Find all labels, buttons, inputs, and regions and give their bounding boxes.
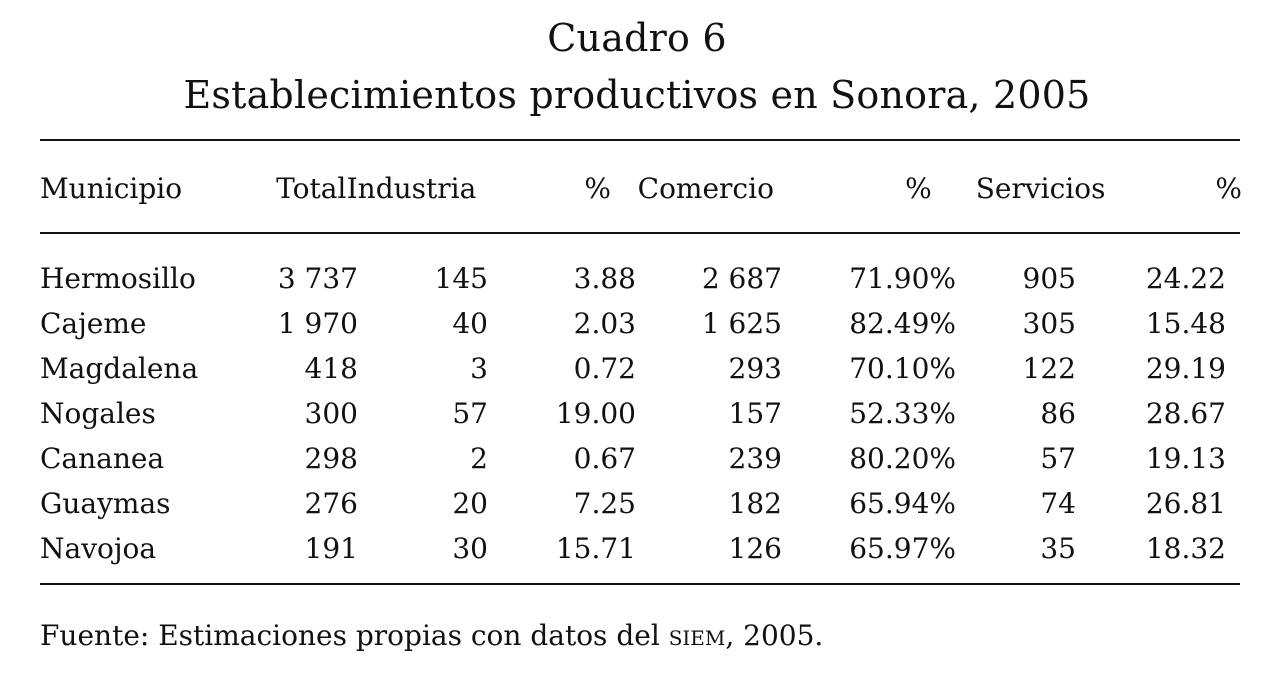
cell-comercio: 182 xyxy=(728,487,782,520)
header-servicios: Servicios xyxy=(975,172,1106,205)
cell-comercio-percent: 65.97% xyxy=(849,532,956,565)
cell-total: 300 xyxy=(304,397,358,430)
header-servicios-percent: % xyxy=(1215,172,1242,205)
table-row xyxy=(40,526,1226,571)
cell-municipio: Nogales xyxy=(40,397,156,430)
cell-comercio-percent: 70.10% xyxy=(849,352,956,385)
table-row xyxy=(40,481,1226,526)
cell-total: 191 xyxy=(304,532,358,565)
table-row xyxy=(40,436,1226,481)
table-caption-title: Establecimientos productivos en Sonora, 2005 xyxy=(183,73,1091,117)
cell-municipio: Hermosillo xyxy=(40,262,196,295)
source-year: , 2005. xyxy=(725,619,824,652)
cell-servicios-percent: 28.67 xyxy=(1145,397,1226,430)
cell-industria-percent: 3.88 xyxy=(573,262,636,295)
cell-comercio-percent: 82.49% xyxy=(849,307,956,340)
table-caption-number: Cuadro 6 xyxy=(547,16,727,60)
cell-municipio: Magdalena xyxy=(40,352,199,385)
cell-industria: 3 xyxy=(470,352,488,385)
cell-total: 276 xyxy=(304,487,358,520)
cell-total: 298 xyxy=(304,442,358,475)
cell-servicios-percent: 18.32 xyxy=(1145,532,1226,565)
header-row xyxy=(40,168,1274,210)
cell-servicios: 905 xyxy=(1022,262,1076,295)
top-rule xyxy=(40,139,1240,141)
cell-industria: 2 xyxy=(470,442,488,475)
cell-servicios-percent: 15.48 xyxy=(1145,307,1226,340)
cell-servicios: 122 xyxy=(1022,352,1076,385)
cell-servicios: 305 xyxy=(1022,307,1076,340)
header-industria-percent: % xyxy=(584,172,611,205)
cell-municipio: Cananea xyxy=(40,442,165,475)
cell-comercio: 2 687 xyxy=(701,262,782,295)
cell-comercio: 126 xyxy=(728,532,782,565)
cell-comercio-percent: 52.33% xyxy=(849,397,956,430)
cell-industria-percent: 15.71 xyxy=(555,532,636,565)
cell-total: 3 737 xyxy=(277,262,358,295)
cell-servicios: 35 xyxy=(1040,532,1076,565)
cell-industria-percent: 19.00 xyxy=(555,397,636,430)
cell-comercio: 1 625 xyxy=(701,307,782,340)
table-row xyxy=(40,346,1226,391)
cell-servicios-percent: 29.19 xyxy=(1145,352,1226,385)
cell-comercio-percent: 65.94% xyxy=(849,487,956,520)
cell-industria-percent: 7.25 xyxy=(573,487,636,520)
header-municipio: Municipio xyxy=(40,172,183,205)
table-header xyxy=(40,168,1274,210)
cell-industria-percent: 2.03 xyxy=(573,307,636,340)
cell-comercio: 239 xyxy=(728,442,782,475)
source-text: Fuente: Estimaciones propias con datos del xyxy=(40,619,669,652)
source-note xyxy=(40,616,823,656)
table-body xyxy=(40,256,1226,571)
header-comercio: Comercio xyxy=(637,172,774,205)
cell-comercio-percent: 71.90% xyxy=(849,262,956,295)
cell-industria: 57 xyxy=(452,397,488,430)
cell-industria: 20 xyxy=(452,487,488,520)
cell-servicios-percent: 26.81 xyxy=(1145,487,1226,520)
table-row xyxy=(40,256,1226,301)
cell-comercio: 293 xyxy=(728,352,782,385)
source-abbreviation: siem xyxy=(668,619,726,652)
cell-industria-percent: 0.72 xyxy=(573,352,636,385)
cell-municipio: Guaymas xyxy=(40,487,171,520)
cell-total: 1 970 xyxy=(277,307,358,340)
header-total: Total xyxy=(276,172,347,205)
header-rule xyxy=(40,232,1240,234)
cell-servicios-percent: 19.13 xyxy=(1145,442,1226,475)
table-row xyxy=(40,391,1226,436)
cell-servicios: 57 xyxy=(1040,442,1076,475)
cell-industria: 30 xyxy=(452,532,488,565)
header-comercio-percent: % xyxy=(905,172,932,205)
cell-servicios-percent: 24.22 xyxy=(1145,262,1226,295)
cell-industria: 145 xyxy=(434,262,488,295)
table-row xyxy=(40,301,1226,346)
cell-municipio: Cajeme xyxy=(40,307,147,340)
cell-industria: 40 xyxy=(452,307,488,340)
cell-servicios: 74 xyxy=(1040,487,1076,520)
cell-comercio-percent: 80.20% xyxy=(849,442,956,475)
cell-servicios: 86 xyxy=(1040,397,1076,430)
cell-municipio: Navojoa xyxy=(40,532,157,565)
header-industria: Industria xyxy=(346,172,477,205)
cell-industria-percent: 0.67 xyxy=(573,442,636,475)
cell-comercio: 157 xyxy=(728,397,782,430)
cell-total: 418 xyxy=(304,352,358,385)
bottom-rule xyxy=(40,583,1240,585)
